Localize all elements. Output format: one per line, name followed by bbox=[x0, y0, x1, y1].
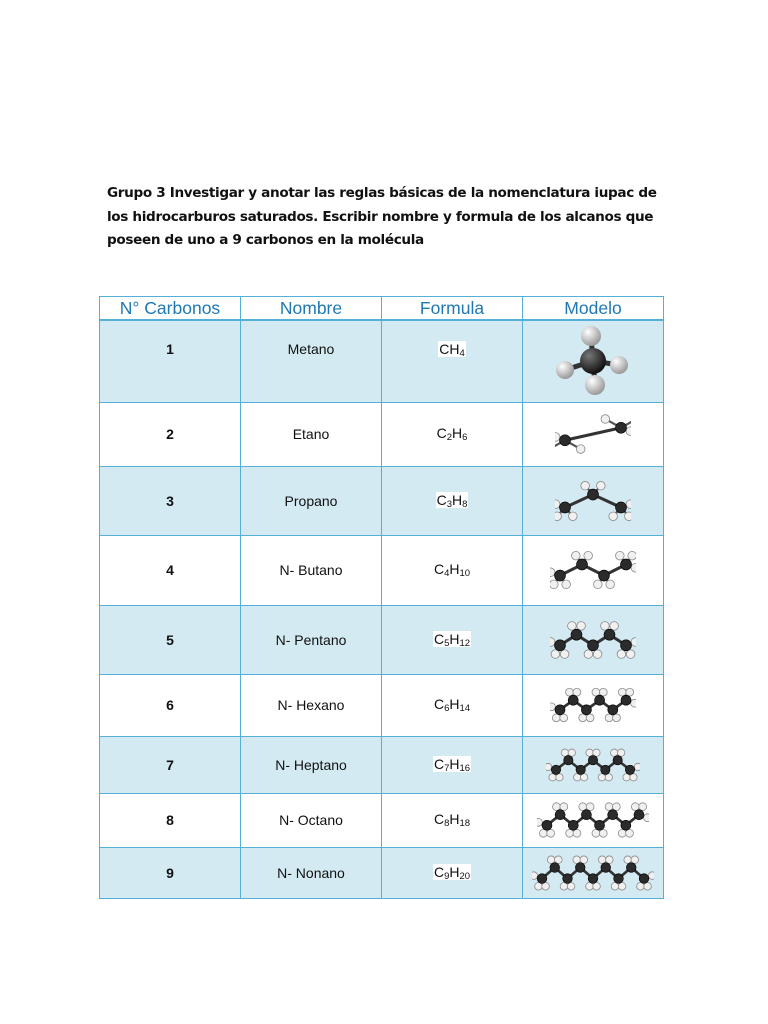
table-row bbox=[100, 402, 664, 466]
carbon-atom bbox=[616, 501, 627, 512]
hydrogen-atom bbox=[593, 882, 601, 890]
table-row bbox=[100, 605, 664, 674]
hydrogen-atom bbox=[547, 829, 555, 837]
alkane-name-cell: Metano bbox=[241, 320, 382, 402]
hydrogen-atom bbox=[555, 499, 560, 508]
hydrogen-atom bbox=[555, 511, 561, 520]
hydrogen-atom bbox=[634, 763, 640, 770]
hydrogen-atom bbox=[535, 882, 543, 890]
carbon-atom bbox=[639, 873, 649, 883]
hydrogen-atom bbox=[613, 714, 621, 722]
formula-cell: $C_5H_{12}$ bbox=[382, 605, 523, 674]
alkane-name-cell: Etano bbox=[241, 402, 382, 466]
carbon-atom bbox=[564, 755, 573, 764]
model-cell bbox=[523, 402, 664, 466]
hydrogen-atom bbox=[560, 649, 569, 658]
carbon-atom bbox=[626, 862, 636, 872]
hydrogen-atom bbox=[631, 855, 639, 863]
hydrogen-atom bbox=[552, 714, 560, 722]
carbon-atom bbox=[588, 755, 597, 764]
octane-ball-and-stick-model bbox=[537, 798, 649, 842]
formula-cell: $C_8H_{18}$ bbox=[382, 793, 523, 847]
hydrogen-atom bbox=[569, 511, 578, 520]
hydrogen-atom bbox=[592, 688, 600, 696]
carbon-atom bbox=[625, 765, 634, 774]
hydrogen-atom bbox=[612, 803, 620, 811]
carbon-atom bbox=[595, 820, 605, 830]
carbon-atom bbox=[542, 820, 552, 830]
hydrogen-atom bbox=[574, 773, 581, 780]
hydrogen-atom bbox=[618, 882, 626, 890]
hydrogen-atom bbox=[618, 829, 626, 837]
hexane-ball-and-stick-model bbox=[550, 685, 636, 725]
carbon-atom bbox=[601, 765, 610, 774]
header-carbon-count: N° Carbonos bbox=[100, 297, 241, 321]
carbon-atom bbox=[577, 559, 588, 570]
hydrogen-atom bbox=[598, 855, 606, 863]
carbon-atom bbox=[568, 820, 578, 830]
formula-cell: $C_4H_{10}$ bbox=[382, 535, 523, 605]
hydrogen-atom bbox=[566, 829, 574, 837]
table-row bbox=[100, 847, 664, 898]
table-header-row bbox=[100, 297, 664, 321]
carbon-count-cell: 2 bbox=[100, 402, 241, 466]
hydrogen-atom bbox=[616, 551, 625, 560]
hydrogen-atom bbox=[584, 649, 593, 658]
model-cell bbox=[523, 466, 664, 535]
propane-ball-and-stick-model bbox=[555, 474, 631, 528]
model-cell bbox=[523, 674, 664, 736]
hydrogen-atom bbox=[611, 749, 618, 756]
carbon-atom bbox=[604, 629, 615, 640]
table-row bbox=[100, 793, 664, 847]
hydrogen-atom bbox=[644, 814, 649, 822]
hydrogen-atom bbox=[550, 580, 558, 589]
carbon-atom bbox=[601, 862, 611, 872]
header-formula: Formula bbox=[382, 297, 523, 321]
nonane-ball-and-stick-model bbox=[532, 850, 654, 896]
carbon-atom bbox=[581, 705, 591, 715]
hydrogen-atom bbox=[626, 829, 634, 837]
hydrogen-atom bbox=[572, 551, 581, 560]
hydrogen-atom bbox=[597, 481, 606, 490]
hydrogen-atom bbox=[626, 427, 631, 436]
alkane-name-cell: N- Pentano bbox=[241, 605, 382, 674]
hydrogen-atom bbox=[560, 882, 568, 890]
carbon-atom bbox=[621, 639, 632, 650]
hydrogen-atom bbox=[586, 803, 594, 811]
hydrogen-atom bbox=[580, 773, 587, 780]
hydrogen-atom bbox=[547, 855, 555, 863]
hydrogen-atom bbox=[579, 714, 587, 722]
hydrogen-atom bbox=[628, 551, 636, 560]
carbon-atom bbox=[588, 489, 599, 500]
hydrogen-atom bbox=[566, 688, 574, 696]
hydrogen-atom bbox=[592, 829, 600, 837]
table-row bbox=[100, 320, 664, 402]
hydrogen-atom bbox=[573, 688, 581, 696]
hydrogen-atom bbox=[618, 688, 626, 696]
carbon-count-cell: 9 bbox=[100, 847, 241, 898]
carbon-atom bbox=[634, 810, 644, 820]
hydrogen-atom bbox=[550, 568, 555, 577]
carbon-atom bbox=[588, 639, 599, 650]
table-row bbox=[100, 736, 664, 793]
hydrogen-atom bbox=[593, 749, 600, 756]
carbon-atom bbox=[551, 765, 560, 774]
model-cell bbox=[523, 320, 664, 402]
table-row bbox=[100, 466, 664, 535]
hydrogen-atom bbox=[581, 481, 590, 490]
hydrogen-atom bbox=[567, 882, 575, 890]
carbon-atom bbox=[613, 755, 622, 764]
hydrogen-atom bbox=[625, 511, 631, 520]
hydrogen-atom bbox=[631, 563, 636, 572]
hydrogen-atom bbox=[631, 699, 636, 707]
hydrogen-atom bbox=[584, 551, 593, 560]
carbon-atom bbox=[599, 570, 610, 581]
hydrogen-atom bbox=[537, 818, 542, 826]
model-cell bbox=[523, 736, 664, 793]
hydrogen-atom bbox=[605, 773, 612, 780]
hydrogen-atom bbox=[568, 621, 577, 630]
alkanes-table bbox=[99, 296, 664, 899]
carbon-count-cell: 1 bbox=[100, 320, 241, 402]
hydrogen-atom bbox=[598, 773, 605, 780]
hydrogen-atom bbox=[546, 763, 552, 770]
table-row bbox=[100, 535, 664, 605]
hydrogen-atom bbox=[624, 855, 632, 863]
hydrogen-atom bbox=[617, 749, 624, 756]
carbon-atom bbox=[595, 695, 605, 705]
carbon-atom bbox=[621, 559, 632, 570]
hydrogen-atom bbox=[532, 871, 538, 879]
hydrogen-atom bbox=[606, 580, 615, 589]
table-row bbox=[100, 674, 664, 736]
hydrogen-atom bbox=[550, 703, 555, 711]
hydrogen-atom bbox=[568, 749, 575, 756]
hydrogen-atom bbox=[609, 511, 618, 520]
hydrogen-atom bbox=[637, 882, 645, 890]
carbon-carbon-bond bbox=[565, 428, 621, 440]
ethane-ball-and-stick-model bbox=[555, 408, 631, 460]
carbon-count-cell: 7 bbox=[100, 736, 241, 793]
hydrogen-atom bbox=[542, 882, 550, 890]
carbon-count-cell: 4 bbox=[100, 535, 241, 605]
hydrogen-atom bbox=[626, 649, 635, 658]
hydrogen-atom bbox=[556, 773, 563, 780]
pentane-ball-and-stick-model bbox=[550, 618, 636, 662]
hydrogen-atom bbox=[539, 829, 547, 837]
hydrogen-atom bbox=[611, 882, 619, 890]
hydrogen-atom bbox=[586, 749, 593, 756]
hydrogen-atom bbox=[631, 637, 636, 646]
carbon-atom bbox=[568, 695, 578, 705]
assignment-instructions bbox=[107, 182, 677, 253]
carbon-atom bbox=[576, 765, 585, 774]
alkane-name-cell: Propano bbox=[241, 466, 382, 535]
model-cell bbox=[523, 847, 664, 898]
hydrogen-atom bbox=[586, 882, 594, 890]
hydrogen-atom bbox=[626, 688, 634, 696]
hydrogen-atom bbox=[648, 871, 654, 879]
hydrogen-atom bbox=[579, 803, 587, 811]
carbon-atom bbox=[537, 873, 547, 883]
hydrogen-atom bbox=[593, 649, 602, 658]
hydrogen-atom bbox=[630, 773, 637, 780]
header-name: Nombre bbox=[241, 297, 382, 321]
model-cell bbox=[523, 793, 664, 847]
alkane-name-cell: N- Nonano bbox=[241, 847, 382, 898]
hydrogen-atom bbox=[573, 855, 581, 863]
header-model: Modelo bbox=[523, 297, 664, 321]
carbon-atom bbox=[560, 435, 571, 446]
carbon-count-cell: 3 bbox=[100, 466, 241, 535]
formula-cell: $C_2H_6$ bbox=[382, 402, 523, 466]
carbon-atom bbox=[614, 873, 624, 883]
hydrogen-atom bbox=[576, 445, 585, 454]
carbon-atom bbox=[555, 639, 566, 650]
hydrogen-atom bbox=[644, 882, 652, 890]
hydrogen-atom bbox=[573, 829, 581, 837]
hydrogen-atom bbox=[551, 649, 560, 658]
hydrogen-atom bbox=[560, 714, 568, 722]
instruction-line: poseen de uno a 9 carbonos en la molécula bbox=[107, 232, 424, 248]
heptane-ball-and-stick-model bbox=[546, 745, 640, 785]
hydrogen-atom bbox=[623, 773, 630, 780]
hydrogen-atom bbox=[586, 714, 594, 722]
carbon-atom bbox=[555, 705, 565, 715]
formula-cell: $C_9H_{20}$ bbox=[382, 847, 523, 898]
hydrogen-atom bbox=[617, 649, 626, 658]
hydrogen-atom bbox=[601, 621, 610, 630]
methane-ball-and-stick-model bbox=[553, 323, 633, 399]
carbon-atom bbox=[608, 810, 618, 820]
alkane-name-cell: N- Octano bbox=[241, 793, 382, 847]
hydrogen-atom bbox=[610, 621, 619, 630]
hydrogen-atom bbox=[606, 855, 614, 863]
hydrogen-atom bbox=[553, 803, 561, 811]
carbon-atom bbox=[571, 629, 582, 640]
carbon-atom bbox=[555, 570, 566, 581]
hydrogen-atom bbox=[626, 499, 631, 508]
model-cell bbox=[523, 605, 664, 674]
carbon-atom bbox=[608, 705, 618, 715]
hydrogen-atom bbox=[639, 803, 647, 811]
hydrogen-atom bbox=[562, 580, 571, 589]
hydrogen-atom bbox=[631, 803, 639, 811]
hydrogen-atom bbox=[577, 621, 586, 630]
hydrogen-atom bbox=[601, 415, 610, 424]
carbon-atom bbox=[560, 501, 571, 512]
carbon-atom bbox=[550, 862, 560, 872]
formula-cell: $C_7H_{16}$ bbox=[382, 736, 523, 793]
hydrogen-atom bbox=[580, 855, 588, 863]
hydrogen-atom bbox=[561, 749, 568, 756]
alkane-name-cell: N- Butano bbox=[241, 535, 382, 605]
carbon-atom bbox=[621, 820, 631, 830]
formula-cell: $C_6H_{14}$ bbox=[382, 674, 523, 736]
hydrogen-atom bbox=[605, 803, 613, 811]
hydrogen-atom bbox=[599, 829, 607, 837]
alkane-name-cell: N- Heptano bbox=[241, 736, 382, 793]
instruction-line: Grupo 3 Investigar y anotar las reglas básicas de la nomenclatura iupac de bbox=[107, 185, 657, 201]
carbon-atom bbox=[581, 810, 591, 820]
carbon-atom bbox=[563, 873, 573, 883]
carbon-count-cell: 6 bbox=[100, 674, 241, 736]
formula-cell: $C_3H_8$ bbox=[382, 466, 523, 535]
carbon-atom bbox=[588, 873, 598, 883]
hydrogen-atom bbox=[550, 637, 555, 646]
hydrogen-atom bbox=[599, 688, 607, 696]
carbon-atom bbox=[621, 695, 631, 705]
hydrogen-atom bbox=[605, 714, 613, 722]
hydrogen-atom bbox=[594, 580, 603, 589]
carbon-atom bbox=[616, 422, 627, 433]
carbon-count-cell: 8 bbox=[100, 793, 241, 847]
hydrogen-atom bbox=[549, 773, 556, 780]
hydrogen-atom bbox=[560, 803, 568, 811]
carbon-count-cell: 5 bbox=[100, 605, 241, 674]
hydrogen-atom bbox=[555, 855, 563, 863]
formula-cell: $CH_4$ bbox=[382, 320, 523, 402]
alkane-name-cell: N- Hexano bbox=[241, 674, 382, 736]
model-cell bbox=[523, 535, 664, 605]
carbon-atom bbox=[575, 862, 585, 872]
hydrogen-atom bbox=[555, 433, 560, 442]
carbon-atom bbox=[555, 810, 565, 820]
instruction-line: los hidrocarburos saturados. Escribir nombre y formula de los alcanos que bbox=[107, 208, 654, 225]
butane-ball-and-stick-model bbox=[550, 547, 636, 593]
